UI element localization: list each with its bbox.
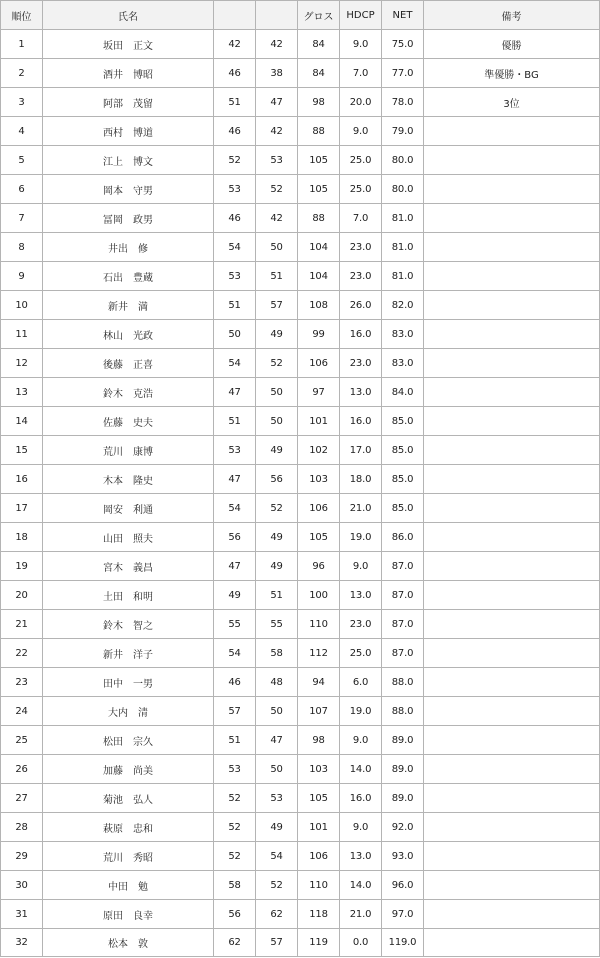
cell-hdcp: 23.0	[340, 349, 382, 378]
cell-name: 江上 博文	[43, 146, 214, 175]
cell-in: 55	[256, 610, 298, 639]
cell-note	[424, 610, 600, 639]
cell-name: 西村 博道	[43, 117, 214, 146]
cell-in: 49	[256, 552, 298, 581]
cell-hdcp: 0.0	[340, 929, 382, 957]
cell-gross: 106	[298, 842, 340, 871]
cell-in: 49	[256, 813, 298, 842]
cell-gross: 107	[298, 697, 340, 726]
cell-note	[424, 784, 600, 813]
cell-out: 47	[214, 465, 256, 494]
cell-in: 51	[256, 262, 298, 291]
cell-gross: 105	[298, 784, 340, 813]
cell-hdcp: 14.0	[340, 871, 382, 900]
cell-rank: 4	[1, 117, 43, 146]
cell-note	[424, 320, 600, 349]
cell-gross: 106	[298, 494, 340, 523]
cell-gross: 108	[298, 291, 340, 320]
table-row	[1, 349, 600, 378]
cell-in: 53	[256, 784, 298, 813]
header-net: NET	[382, 1, 424, 30]
cell-rank: 12	[1, 349, 43, 378]
table-row	[1, 581, 600, 610]
table-row	[1, 407, 600, 436]
cell-hdcp: 16.0	[340, 407, 382, 436]
cell-gross: 84	[298, 30, 340, 59]
table-row	[1, 204, 600, 233]
header-rank: 順位	[1, 1, 43, 30]
cell-note: 優勝	[424, 30, 600, 59]
cell-net: 81.0	[382, 233, 424, 262]
cell-out: 51	[214, 88, 256, 117]
cell-net: 93.0	[382, 842, 424, 871]
cell-name: 石出 豊蔵	[43, 262, 214, 291]
cell-net: 89.0	[382, 726, 424, 755]
cell-in: 54	[256, 842, 298, 871]
cell-name: 荒川 秀昭	[43, 842, 214, 871]
cell-name: 加藤 尚美	[43, 755, 214, 784]
cell-net: 88.0	[382, 668, 424, 697]
cell-rank: 31	[1, 900, 43, 929]
cell-in: 56	[256, 465, 298, 494]
cell-gross: 118	[298, 900, 340, 929]
cell-net: 87.0	[382, 552, 424, 581]
header-name: 氏名	[43, 1, 214, 30]
cell-hdcp: 23.0	[340, 233, 382, 262]
cell-net: 85.0	[382, 407, 424, 436]
cell-note	[424, 378, 600, 407]
cell-hdcp: 16.0	[340, 320, 382, 349]
cell-in: 58	[256, 639, 298, 668]
cell-hdcp: 19.0	[340, 697, 382, 726]
cell-note	[424, 233, 600, 262]
cell-name: 原田 良幸	[43, 900, 214, 929]
cell-note	[424, 349, 600, 378]
cell-out: 52	[214, 813, 256, 842]
cell-gross: 103	[298, 465, 340, 494]
cell-in: 50	[256, 755, 298, 784]
cell-note	[424, 552, 600, 581]
cell-gross: 96	[298, 552, 340, 581]
cell-note	[424, 813, 600, 842]
cell-rank: 22	[1, 639, 43, 668]
header-note: 備考	[424, 1, 600, 30]
cell-net: 80.0	[382, 175, 424, 204]
table-row	[1, 900, 600, 929]
cell-name: 佐藤 史夫	[43, 407, 214, 436]
cell-out: 54	[214, 494, 256, 523]
cell-hdcp: 20.0	[340, 88, 382, 117]
cell-hdcp: 13.0	[340, 842, 382, 871]
cell-net: 96.0	[382, 871, 424, 900]
cell-name: 岡安 利通	[43, 494, 214, 523]
cell-name: 新井 満	[43, 291, 214, 320]
cell-note: 準優勝・BG	[424, 59, 600, 88]
cell-note	[424, 871, 600, 900]
cell-out: 50	[214, 320, 256, 349]
table-row	[1, 233, 600, 262]
results-body	[1, 30, 600, 957]
cell-note: 3位	[424, 88, 600, 117]
cell-gross: 106	[298, 349, 340, 378]
cell-out: 53	[214, 175, 256, 204]
cell-hdcp: 13.0	[340, 378, 382, 407]
cell-in: 47	[256, 88, 298, 117]
cell-rank: 24	[1, 697, 43, 726]
cell-note	[424, 117, 600, 146]
cell-net: 77.0	[382, 59, 424, 88]
cell-gross: 105	[298, 175, 340, 204]
cell-hdcp: 25.0	[340, 146, 382, 175]
cell-note	[424, 523, 600, 552]
cell-note	[424, 291, 600, 320]
cell-note	[424, 436, 600, 465]
cell-note	[424, 262, 600, 291]
cell-out: 58	[214, 871, 256, 900]
cell-gross: 104	[298, 262, 340, 291]
cell-name: 井出 修	[43, 233, 214, 262]
cell-out: 53	[214, 436, 256, 465]
cell-net: 75.0	[382, 30, 424, 59]
cell-note	[424, 929, 600, 957]
cell-in: 52	[256, 871, 298, 900]
cell-rank: 14	[1, 407, 43, 436]
cell-rank: 21	[1, 610, 43, 639]
cell-name: 宮木 義昌	[43, 552, 214, 581]
table-row	[1, 262, 600, 291]
cell-hdcp: 25.0	[340, 639, 382, 668]
header-gross: グロス	[298, 1, 340, 30]
cell-note	[424, 639, 600, 668]
cell-out: 52	[214, 784, 256, 813]
cell-name: 木本 隆史	[43, 465, 214, 494]
cell-out: 46	[214, 59, 256, 88]
cell-note	[424, 755, 600, 784]
cell-note	[424, 668, 600, 697]
header-hdcp: HDCP	[340, 1, 382, 30]
cell-name: 新井 洋子	[43, 639, 214, 668]
cell-net: 88.0	[382, 697, 424, 726]
cell-hdcp: 25.0	[340, 175, 382, 204]
cell-rank: 7	[1, 204, 43, 233]
cell-in: 49	[256, 523, 298, 552]
header-row	[1, 1, 600, 30]
cell-note	[424, 900, 600, 929]
cell-out: 47	[214, 552, 256, 581]
table-row	[1, 88, 600, 117]
cell-in: 42	[256, 30, 298, 59]
cell-out: 51	[214, 407, 256, 436]
cell-note	[424, 842, 600, 871]
table-row	[1, 291, 600, 320]
cell-in: 49	[256, 320, 298, 349]
cell-name: 林山 光政	[43, 320, 214, 349]
cell-rank: 5	[1, 146, 43, 175]
cell-gross: 88	[298, 204, 340, 233]
cell-hdcp: 7.0	[340, 204, 382, 233]
cell-rank: 28	[1, 813, 43, 842]
cell-rank: 18	[1, 523, 43, 552]
table-row	[1, 755, 600, 784]
cell-net: 81.0	[382, 262, 424, 291]
cell-hdcp: 18.0	[340, 465, 382, 494]
table-row	[1, 320, 600, 349]
cell-name: 岡本 守男	[43, 175, 214, 204]
table-row	[1, 117, 600, 146]
cell-out: 42	[214, 30, 256, 59]
cell-gross: 119	[298, 929, 340, 957]
cell-gross: 98	[298, 88, 340, 117]
cell-in: 42	[256, 204, 298, 233]
cell-net: 80.0	[382, 146, 424, 175]
cell-out: 47	[214, 378, 256, 407]
table-row	[1, 668, 600, 697]
cell-hdcp: 9.0	[340, 552, 382, 581]
table-row	[1, 639, 600, 668]
cell-gross: 84	[298, 59, 340, 88]
cell-note	[424, 581, 600, 610]
cell-rank: 27	[1, 784, 43, 813]
table-row	[1, 146, 600, 175]
cell-note	[424, 407, 600, 436]
cell-gross: 104	[298, 233, 340, 262]
cell-gross: 101	[298, 813, 340, 842]
cell-net: 83.0	[382, 349, 424, 378]
table-row	[1, 378, 600, 407]
cell-gross: 97	[298, 378, 340, 407]
table-row	[1, 494, 600, 523]
cell-name: 萩原 忠和	[43, 813, 214, 842]
cell-note	[424, 697, 600, 726]
cell-rank: 8	[1, 233, 43, 262]
cell-out: 53	[214, 262, 256, 291]
table-row	[1, 436, 600, 465]
cell-net: 92.0	[382, 813, 424, 842]
header-in	[256, 1, 298, 30]
cell-gross: 99	[298, 320, 340, 349]
cell-name: 菊池 弘人	[43, 784, 214, 813]
cell-net: 85.0	[382, 436, 424, 465]
table-row	[1, 523, 600, 552]
cell-out: 46	[214, 668, 256, 697]
cell-gross: 105	[298, 146, 340, 175]
cell-in: 52	[256, 494, 298, 523]
cell-out: 51	[214, 726, 256, 755]
cell-note	[424, 465, 600, 494]
cell-hdcp: 23.0	[340, 262, 382, 291]
cell-out: 56	[214, 523, 256, 552]
cell-gross: 110	[298, 871, 340, 900]
cell-rank: 23	[1, 668, 43, 697]
cell-rank: 25	[1, 726, 43, 755]
cell-note	[424, 726, 600, 755]
cell-net: 89.0	[382, 755, 424, 784]
cell-name: 酒井 博昭	[43, 59, 214, 88]
cell-net: 83.0	[382, 320, 424, 349]
header-out	[214, 1, 256, 30]
cell-net: 82.0	[382, 291, 424, 320]
cell-in: 49	[256, 436, 298, 465]
table-row	[1, 813, 600, 842]
cell-hdcp: 13.0	[340, 581, 382, 610]
cell-in: 53	[256, 146, 298, 175]
table-row	[1, 175, 600, 204]
cell-out: 54	[214, 349, 256, 378]
cell-rank: 9	[1, 262, 43, 291]
cell-rank: 16	[1, 465, 43, 494]
cell-in: 47	[256, 726, 298, 755]
table-row	[1, 697, 600, 726]
cell-hdcp: 9.0	[340, 117, 382, 146]
cell-out: 54	[214, 639, 256, 668]
cell-hdcp: 21.0	[340, 494, 382, 523]
cell-gross: 100	[298, 581, 340, 610]
cell-hdcp: 6.0	[340, 668, 382, 697]
cell-in: 42	[256, 117, 298, 146]
table-row	[1, 726, 600, 755]
cell-hdcp: 23.0	[340, 610, 382, 639]
cell-out: 56	[214, 900, 256, 929]
cell-in: 50	[256, 378, 298, 407]
cell-rank: 1	[1, 30, 43, 59]
cell-name: 鈴木 克浩	[43, 378, 214, 407]
cell-out: 62	[214, 929, 256, 957]
cell-net: 87.0	[382, 581, 424, 610]
cell-out: 46	[214, 204, 256, 233]
cell-note	[424, 204, 600, 233]
table-row	[1, 842, 600, 871]
table-row	[1, 465, 600, 494]
cell-net: 87.0	[382, 610, 424, 639]
cell-rank: 13	[1, 378, 43, 407]
cell-net: 81.0	[382, 204, 424, 233]
cell-name: 鈴木 智之	[43, 610, 214, 639]
cell-in: 57	[256, 929, 298, 957]
table-row	[1, 871, 600, 900]
cell-hdcp: 26.0	[340, 291, 382, 320]
table-row	[1, 59, 600, 88]
cell-hdcp: 21.0	[340, 900, 382, 929]
cell-gross: 98	[298, 726, 340, 755]
cell-hdcp: 9.0	[340, 30, 382, 59]
table-row	[1, 784, 600, 813]
cell-rank: 32	[1, 929, 43, 957]
cell-rank: 29	[1, 842, 43, 871]
cell-hdcp: 17.0	[340, 436, 382, 465]
cell-hdcp: 7.0	[340, 59, 382, 88]
cell-net: 89.0	[382, 784, 424, 813]
cell-out: 55	[214, 610, 256, 639]
cell-name: 後藤 正喜	[43, 349, 214, 378]
cell-in: 50	[256, 407, 298, 436]
cell-in: 62	[256, 900, 298, 929]
cell-gross: 112	[298, 639, 340, 668]
cell-hdcp: 14.0	[340, 755, 382, 784]
cell-net: 97.0	[382, 900, 424, 929]
cell-name: 坂田 正文	[43, 30, 214, 59]
cell-name: 荒川 康博	[43, 436, 214, 465]
cell-name: 大内 清	[43, 697, 214, 726]
cell-hdcp: 9.0	[340, 726, 382, 755]
cell-net: 86.0	[382, 523, 424, 552]
cell-rank: 19	[1, 552, 43, 581]
cell-gross: 103	[298, 755, 340, 784]
table-row	[1, 610, 600, 639]
cell-rank: 20	[1, 581, 43, 610]
cell-out: 46	[214, 117, 256, 146]
cell-net: 85.0	[382, 494, 424, 523]
cell-note	[424, 146, 600, 175]
cell-rank: 11	[1, 320, 43, 349]
cell-rank: 26	[1, 755, 43, 784]
cell-note	[424, 494, 600, 523]
cell-hdcp: 9.0	[340, 813, 382, 842]
cell-net: 84.0	[382, 378, 424, 407]
cell-gross: 105	[298, 523, 340, 552]
cell-name: 松本 敦	[43, 929, 214, 957]
cell-in: 48	[256, 668, 298, 697]
cell-gross: 102	[298, 436, 340, 465]
cell-net: 87.0	[382, 639, 424, 668]
cell-name: 山田 照夫	[43, 523, 214, 552]
cell-name: 田中 一男	[43, 668, 214, 697]
cell-rank: 15	[1, 436, 43, 465]
cell-gross: 101	[298, 407, 340, 436]
cell-out: 49	[214, 581, 256, 610]
cell-name: 冨岡 政男	[43, 204, 214, 233]
cell-gross: 110	[298, 610, 340, 639]
cell-rank: 2	[1, 59, 43, 88]
cell-name: 松田 宗久	[43, 726, 214, 755]
cell-in: 50	[256, 233, 298, 262]
cell-in: 52	[256, 349, 298, 378]
cell-out: 53	[214, 755, 256, 784]
cell-rank: 3	[1, 88, 43, 117]
cell-in: 57	[256, 291, 298, 320]
cell-rank: 30	[1, 871, 43, 900]
cell-out: 51	[214, 291, 256, 320]
cell-out: 57	[214, 697, 256, 726]
cell-rank: 17	[1, 494, 43, 523]
cell-in: 51	[256, 581, 298, 610]
cell-out: 54	[214, 233, 256, 262]
cell-rank: 10	[1, 291, 43, 320]
cell-net: 78.0	[382, 88, 424, 117]
cell-in: 38	[256, 59, 298, 88]
cell-note	[424, 175, 600, 204]
table-row	[1, 552, 600, 581]
cell-in: 50	[256, 697, 298, 726]
cell-net: 119.0	[382, 929, 424, 957]
cell-out: 52	[214, 146, 256, 175]
cell-name: 中田 勉	[43, 871, 214, 900]
cell-in: 52	[256, 175, 298, 204]
cell-gross: 88	[298, 117, 340, 146]
cell-rank: 6	[1, 175, 43, 204]
cell-hdcp: 16.0	[340, 784, 382, 813]
cell-net: 85.0	[382, 465, 424, 494]
cell-gross: 94	[298, 668, 340, 697]
cell-name: 土田 和明	[43, 581, 214, 610]
cell-out: 52	[214, 842, 256, 871]
cell-net: 79.0	[382, 117, 424, 146]
cell-hdcp: 19.0	[340, 523, 382, 552]
table-row	[1, 929, 600, 957]
table-row	[1, 30, 600, 59]
cell-name: 阿部 茂留	[43, 88, 214, 117]
